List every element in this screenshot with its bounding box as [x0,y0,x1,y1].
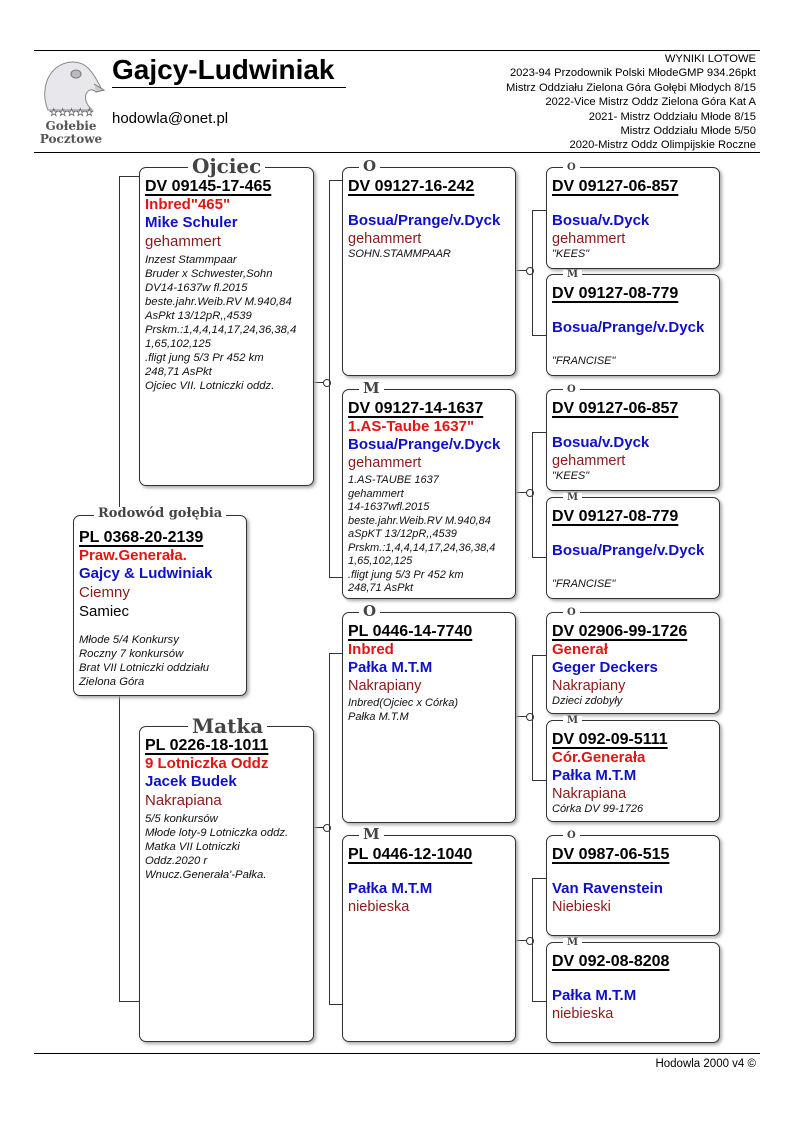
note: DV14-1637w fl.2015 [145,282,248,294]
breeder: Van Ravenstein [552,880,663,897]
plumage-color: Nakrapiany [348,678,422,694]
note: 5/5 konkursów [145,813,218,825]
pigeon-name: Praw.Generała. [79,547,187,564]
breeder: Bosua/Prange/v.Dyck [552,319,705,336]
father-mother-card[interactable] [342,389,516,599]
subject-legend: Rodowód gołębia [94,507,226,520]
plumage-color: gehammert [552,231,626,247]
father-mother-legend: M [359,381,384,396]
plumage-color: gehammert [552,453,626,469]
father-legend: Ojciec [188,156,265,176]
plumage-color: Nakrapiany [552,678,626,694]
father-card[interactable] [139,167,314,486]
note: Córka DV 99-1726 [552,803,644,815]
flight-results [506,52,756,153]
mmm-card[interactable] [546,942,720,1043]
tree-line [329,180,342,181]
note: "KEES" [552,248,590,260]
ring-number: PL 0446-12-1040 [348,846,473,863]
logo-stars: ☆☆☆☆☆ [48,106,94,119]
tree-line [532,878,546,879]
note: .fligt jung 5/3 Pr 452 km [145,352,264,364]
tree-line [329,577,342,578]
pigeon-name: Generał [552,641,608,658]
fmm-card[interactable] [546,497,720,599]
email-link[interactable]: hodowla@onet.pl [112,110,229,127]
note: Prskm.:1,4,4,14,17,24,36,38,4 [145,324,297,336]
note: Ojciec VII. Lotniczki oddz. [145,380,275,392]
tree-line [329,180,330,578]
result-line: 2021- Mistrz Oddziału Młode 8/15 [588,110,756,123]
breeder: Bosua/Prange/v.Dyck [348,212,501,229]
mff-legend: O [563,608,580,618]
tree-line [532,210,546,211]
note: Młode 5/4 Konkursy [79,634,179,646]
tree-line [532,1001,546,1002]
mother-father-legend: O [359,604,380,619]
note: 14-1637wfl.2015 [348,501,430,513]
ring-number: DV 02906-99-1726 [552,623,688,640]
breeder: Pałka M.T.M [348,659,433,676]
fmf-legend: O [563,385,580,395]
note: Zielona Góra [79,676,145,688]
footer-credit: Hodowla 2000 v4 © [655,1058,756,1070]
result-line: 2020-Mistrz Oddz Olimpijskie Roczne [569,139,756,152]
note: AsPkt 13/12pR,,4539 [145,310,252,322]
subject-card[interactable] [73,515,247,696]
tree-line [119,1001,139,1002]
plumage-color: niebieska [552,1006,614,1022]
note: Brat VII Lotniczki oddziału [79,662,209,674]
note: 1,65,102,125 [145,338,211,350]
breeder: Gajcy & Ludwiniak [79,565,213,582]
result-line: 2023-94 Przodownik Polski MłodeGMP 934.26pkt [509,67,756,80]
breeder: Bosua/Prange/v.Dyck [552,542,705,559]
ring-number: PL 0446-14-7740 [348,623,473,640]
note: Dzieci zdobyły [552,695,623,707]
tree-line [329,1004,342,1005]
breeder: Pałka M.T.M [552,987,637,1004]
fff-legend: O [563,163,580,173]
ring-number: DV 09127-06-857 [552,400,679,417]
mfm-card[interactable] [546,720,720,822]
page-title: Gajcy-Ludwiniak [112,54,346,88]
fff-card[interactable] [546,167,720,269]
mmf-legend: O [563,831,580,841]
ring-number: DV 09127-08-779 [552,285,679,302]
note: aSpKT 13/12pR,,4539 [348,528,457,540]
note: Bruder x Schwester,Sohn [145,268,273,280]
logo [36,56,106,148]
father-father-legend: O [359,159,380,174]
note: beste.jahr.Weib.RV M.940,84 [348,514,491,527]
note: beste.jahr.Weib.RV M.940,84 [145,296,292,308]
plumage-color: gehammert [348,455,422,471]
pigeon-name: Inbred [348,641,394,658]
ring-number: PL 0368-20-2139 [79,529,204,546]
tree-line [532,210,533,336]
results-heading: WYNIKI LOTOWE [664,53,756,65]
ring-number: DV 092-09-5111 [552,731,668,748]
breeder: Pałka M.T.M [348,880,433,897]
breeder: Jacek Budek [145,773,237,790]
mother-mother-legend: M [359,827,384,842]
ffm-card[interactable] [546,274,720,376]
note: Roczny 7 konkursów [79,648,184,660]
ring-number: DV 0987-06-515 [552,846,670,863]
mother-mother-card[interactable] [342,835,516,1042]
note: Młode loty-9 Lotniczka oddz. [145,827,289,839]
note: 1.AS-TAUBE 1637 [348,474,439,486]
mmf-card[interactable] [546,835,720,936]
note: Oddz.2020 r [145,855,208,867]
breeder: Bosua/v.Dyck [552,212,650,229]
note: Prskm.:1,4,4,14,17,24,36,38,4 [348,541,496,554]
tree-line [329,653,330,1005]
header-top-rule [34,50,760,51]
ring-number: DV 09127-06-857 [552,178,679,195]
mother-card[interactable] [139,726,314,1042]
pigeon-name: Inbred"465" [145,196,231,213]
breeder: Pałka M.T.M [552,767,637,784]
note: Inzest Stammpaar [145,254,237,266]
note: "FRANCISE" [552,578,616,590]
plumage-color: gehammert [145,233,221,250]
plumage-color: gehammert [348,231,422,247]
note: "FRANCISE" [552,355,616,367]
ring-number: DV 09145-17-465 [145,178,272,195]
pigeon-name: 1.AS-Taube 1637" [348,418,475,435]
note: "KEES" [552,470,590,482]
note: Wnucz.Generała'-Pałka. [145,869,267,881]
mfm-legend: M [563,716,582,726]
result-line: Mistrz Oddziału Młode 5/50 [620,125,756,138]
result-line: Mistrz Oddziału Zielona Góra Gołębi Młodych 8/15 [506,81,756,94]
note: gehammert [348,487,404,500]
tree-line [532,655,546,656]
plumage-color: Nakrapiana [145,792,222,809]
ring-number: PL 0226-18-1011 [145,737,269,754]
ring-number: DV 09127-14-1637 [348,400,484,417]
fmm-legend: M [563,493,582,503]
breeder: Bosua/Prange/v.Dyck [348,436,501,453]
ring-number: DV 092-08-8208 [552,953,670,970]
note: SOHN.STAMMPAAR [348,248,451,260]
tree-line [119,176,139,177]
ring-number: DV 09127-16-242 [348,178,475,195]
tree-line [532,878,533,1002]
plumage-color: Ciemny [79,584,130,601]
mmm-legend: M [563,938,582,948]
note: Matka VII Lotniczki [145,841,240,853]
tree-line [532,335,546,336]
note: Pałka M.T.M [348,710,409,723]
tree-line [532,655,533,781]
ring-number: DV 09127-08-779 [552,508,679,525]
breeder: Mike Schuler [145,214,238,231]
mother-legend: Matka [188,716,267,736]
pigeon-head-icon [36,56,106,112]
father-father-card[interactable] [342,167,516,376]
note: Inbred(Ojciec x Córka) [348,697,459,709]
breeder: Bosua/v.Dyck [552,434,650,451]
fmf-card[interactable] [546,389,720,491]
logo-text-line2: Pocztowe [39,132,103,146]
mother-father-card[interactable] [342,612,516,823]
breeder: Geger Deckers [552,659,658,676]
mff-card[interactable] [546,612,720,714]
logo-text-line1: Gołebie [45,119,97,133]
tree-line [532,557,546,558]
pigeon-name: 9 Lotniczka Oddz [145,755,269,772]
note: 248,71 AsPkt [348,582,414,594]
result-line: 2022-Vice Mistrz Oddz Zielona Góra Kat A [545,96,756,109]
tree-line [532,780,546,781]
tree-line [532,432,533,558]
tree-line [532,432,546,433]
plumage-color: niebieska [348,899,410,915]
pigeon-name: Cór.Generała [552,749,646,766]
footer-rule [34,1053,760,1054]
plumage-color: Niebieski [552,899,611,915]
sex: Samiec [79,603,130,620]
plumage-color: Nakrapiana [552,786,627,802]
note: .fligt jung 5/3 Pr 452 km [348,568,464,581]
ffm-legend: M [563,270,582,280]
tree-line [329,653,342,654]
note: 1,65,102,125 [348,555,413,567]
note: 248,71 AsPkt [145,366,212,378]
